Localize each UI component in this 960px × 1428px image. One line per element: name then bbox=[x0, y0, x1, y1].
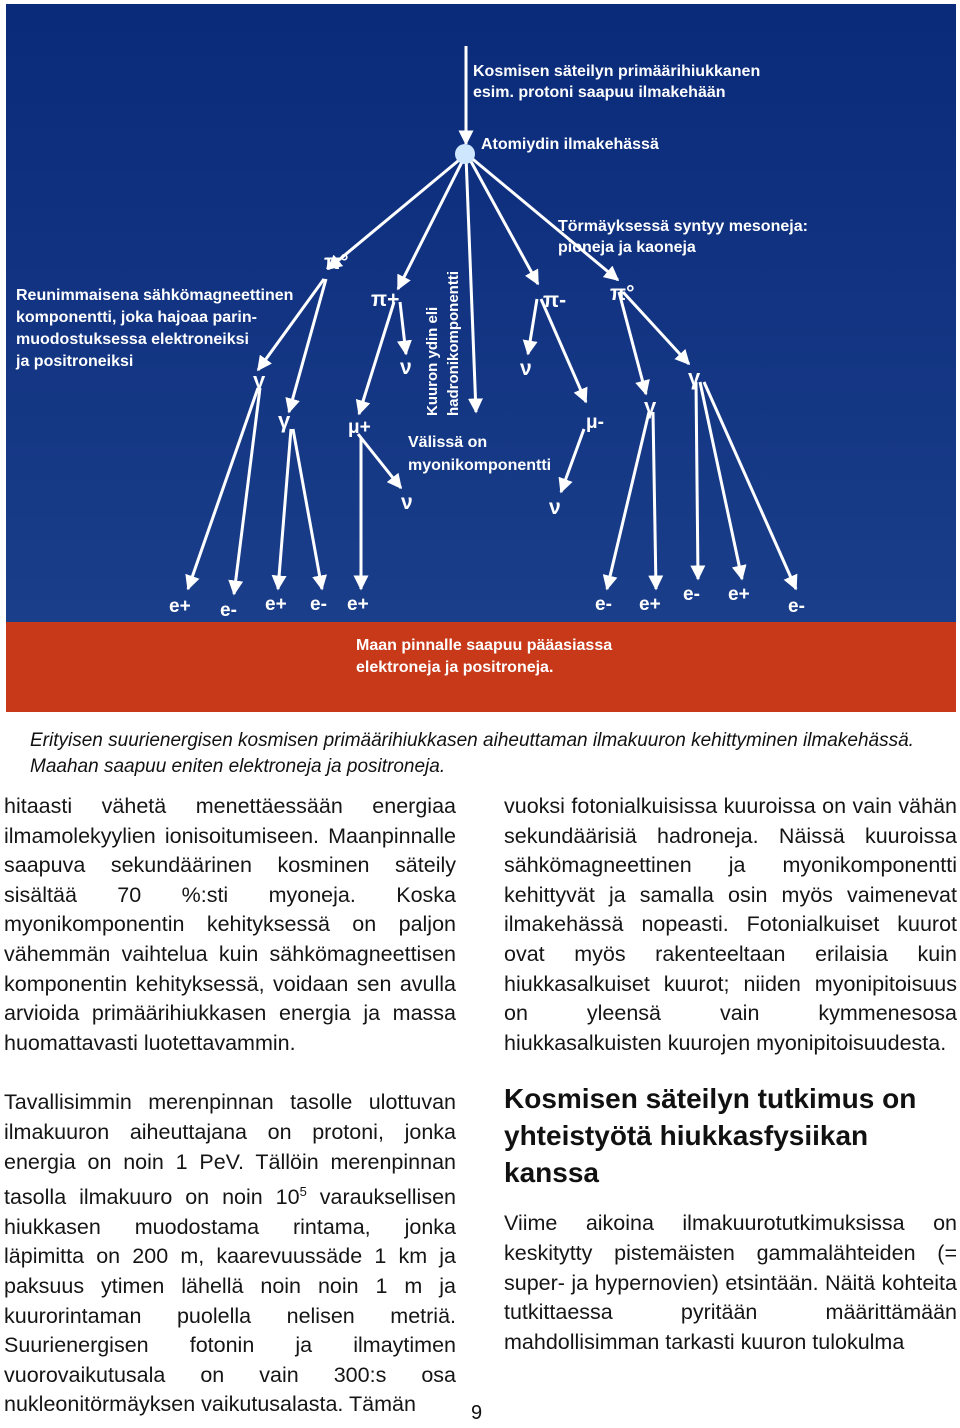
air-shower-figure bbox=[6, 4, 956, 712]
mesons-label-line2: pioneja ja kaoneja bbox=[558, 239, 696, 256]
nu4-symbol: ν bbox=[549, 496, 561, 519]
gamma2-symbol: γ bbox=[278, 408, 291, 433]
hadron-core-label-line1: Kuuron ydin eli bbox=[424, 306, 441, 416]
nu2-symbol: ν bbox=[401, 491, 413, 514]
ground-label-line2: elektroneja ja positroneja. bbox=[356, 659, 554, 676]
em-label-line3: muodostuksessa elektroneiksi bbox=[16, 331, 249, 348]
air-shower-diagram bbox=[6, 4, 956, 712]
hadron-core-label-line2: hadronikomponentti bbox=[445, 271, 462, 416]
ep2-symbol: e+ bbox=[265, 594, 287, 615]
section-heading: Kosmisen säteilyn tutkimus on yhteistyötä hiukkasfysiikan kanssa bbox=[504, 1083, 917, 1189]
em1-symbol: e- bbox=[220, 600, 237, 621]
right-paragraph-1: vuoksi fotonialkuisissa kuuroissa on vain vähän sekundäärisiä hadroneja. Näissä kuuroissa sähkömagneettinen ja myonikomponentti kehittyvät ja samalla osin myös vaimenevat ilmakehässä nopeasti. Fotonialkuiset kuurot ovat myös rakenteeltaan erilaisia kuin hiukkasalkuiset kuurot; niiden myonipitoisuus on yleensä vain kymmenesosa hiukkasalkuisten kuurojen myonipitoisuudesta. bbox=[504, 794, 957, 1055]
gamma3-symbol: γ bbox=[644, 394, 657, 419]
em5-symbol: e- bbox=[788, 596, 805, 617]
exponent: 5 bbox=[299, 1184, 307, 1200]
muon-label-line2: myonikomponentti bbox=[408, 457, 552, 474]
right-paragraph-2: Viime aikoina ilmakuurotutkimuksissa on keskitytty pistemäisten gammalähteiden (= super- ja hypernovien) etsintään. Näitä kohteita tutkittaessa pyritään määrittämään mahdollisimman tarkasti kuuron tulokulma bbox=[504, 1211, 957, 1354]
pi-minus-symbol: π- bbox=[543, 289, 567, 312]
em-label-line4: ja positroneiksi bbox=[16, 353, 134, 370]
page-number: 9 bbox=[471, 1402, 483, 1424]
left-paragraph-1: hitaasti vähetä menettäessään energiaa ilmamolekyylien ionisoitumiseen. Maanpinnalle saapuva sekundäärinen kosminen säteily sisältää 70 %:sti myoneja. Koska myonikomponentin kehityksessä on paljon vähemmän vaihtelua kuin sähkömagneettisen komponentin kehityksessä, voidaan sen avulla arvioida primäärihiukkasen energia ja massa huomattavasti luotettavammin. bbox=[4, 794, 456, 1055]
right-column bbox=[504, 792, 957, 1357]
em4-symbol: e- bbox=[683, 584, 700, 605]
ground-label-line1: Maan pinnalle saapuu pääasiassa bbox=[356, 637, 613, 654]
left-paragraph-2-end: varauksellisen hiukkasen muodostama rintama, jonka läpimitta on 200 m, kaarevuussäde 1 km ja paksuus ytimen lähellä noin noin 1 m ja kuurorintaman puolella nelisen metriä. Suurienergisen fotonin ja ilmaytimen vuorovaikutusala on vain 300:s osa nukleonitörmäyksen vaikutusalasta. Tämän bbox=[4, 1185, 456, 1417]
pi0-right-symbol: π° bbox=[610, 282, 635, 305]
left-paragraph-2 bbox=[4, 1088, 456, 1420]
primary-label-line2: esim. protoni saapuu ilmakehään bbox=[473, 84, 726, 101]
mu-plus-symbol: μ+ bbox=[348, 417, 371, 438]
ep4-symbol: e+ bbox=[639, 594, 661, 615]
primary-label-line1: Kosmisen säteilyn primäärihiukkanen bbox=[473, 63, 761, 80]
nu3-symbol: ν bbox=[520, 357, 532, 380]
mesons-label-line1: Törmäyksessä syntyy mesoneja: bbox=[558, 218, 808, 235]
gamma4-symbol: γ bbox=[688, 365, 701, 390]
nucleus-label: Atomiydin ilmakehässä bbox=[481, 136, 659, 153]
muon-label-line1: Välissä on bbox=[408, 434, 488, 451]
mu-minus-symbol: μ- bbox=[586, 412, 604, 433]
pi-plus-symbol: π+ bbox=[371, 288, 400, 311]
ep1-symbol: e+ bbox=[169, 596, 191, 617]
em-label-line1: Reunimmaisena sähkömagneettinen bbox=[16, 287, 294, 304]
nu1-symbol: ν bbox=[400, 356, 412, 379]
left-column bbox=[4, 792, 456, 1420]
left-paragraph-2-start: Tavallisimmin merenpinnan tasolle ulottuvan ilmakuuron aiheuttajana on protoni, jonka energia on noin 1 PeV. Tällöin merenpinnan tasolla ilmakuuro on noin 10 bbox=[4, 1090, 456, 1210]
em-label-line2: komponentti, joka hajoaa parin- bbox=[16, 309, 257, 326]
pi0-left-symbol: π° bbox=[324, 251, 349, 274]
figure-caption: Erityisen suurienergisen kosmisen primäärihiukkasen aiheuttaman ilmakuuron kehittyminen ilmakehässä. Maahan saapuu eniten elektroneja ja positroneja. bbox=[30, 730, 914, 777]
em2-symbol: e- bbox=[310, 594, 327, 615]
atomic-nucleus bbox=[455, 144, 475, 164]
ep3-symbol: e+ bbox=[347, 594, 369, 615]
ep5-symbol: e+ bbox=[728, 584, 750, 605]
gamma1-symbol: γ bbox=[253, 368, 266, 393]
em3-symbol: e- bbox=[595, 594, 612, 615]
paragraph-gap bbox=[4, 1058, 456, 1088]
arrow-to-em4 bbox=[696, 382, 698, 579]
